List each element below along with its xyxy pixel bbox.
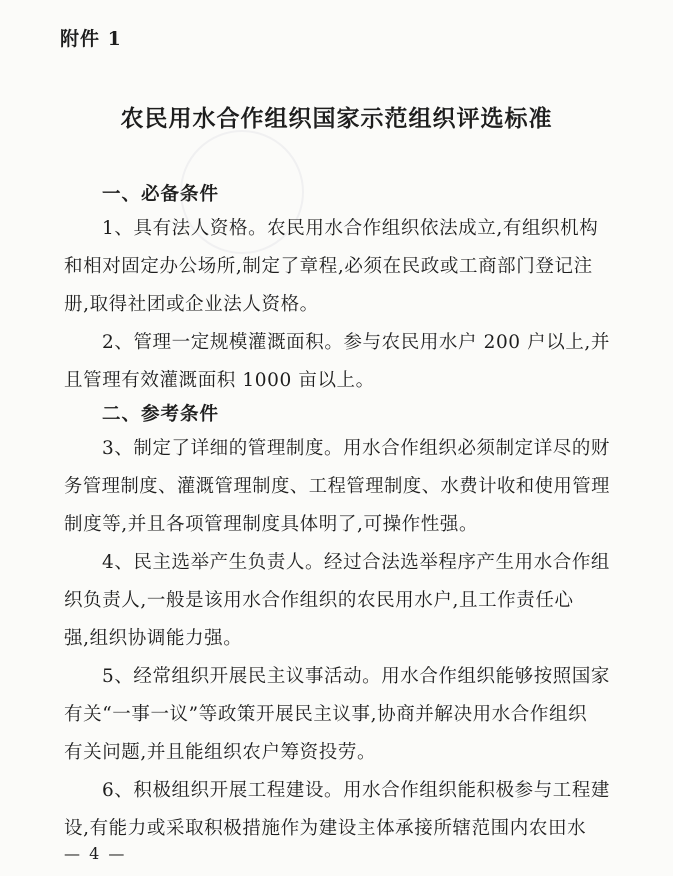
body-line	[0, 780, 673, 802]
body-line-text: 务管理制度、灌溉管理制度、工程管理制度、水费计收和使用管理	[64, 476, 610, 497]
body-line	[0, 218, 673, 240]
body-line	[0, 590, 673, 612]
body-line	[0, 552, 673, 574]
body-line-text: 织负责人,一般是该用水合作组织的农民用水户,且工作责任心	[64, 590, 574, 611]
body-line	[0, 332, 673, 354]
body-line-text: 有关问题,并且能组织农户筹资投劳。	[64, 742, 377, 763]
body-line	[0, 514, 673, 536]
body-line	[0, 256, 673, 278]
body-line	[0, 666, 673, 688]
section-heading-required: 一、必备条件	[102, 184, 220, 205]
body-line	[0, 294, 673, 316]
section-heading-reference: 二、参考条件	[102, 404, 220, 425]
body-line	[0, 818, 673, 840]
body-line-text: 2、管理一定规模灌溉面积。参与农民用水户 200 户以上,并	[102, 332, 610, 353]
body-line	[0, 438, 673, 460]
body-line-text: 且管理有效灌溉面积 1000 亩以上。	[64, 370, 375, 391]
body-line	[0, 370, 673, 392]
document-title: 农民用水合作组织国家示范组织评选标准	[120, 105, 553, 132]
body-line-text: 5、经常组织开展民主议事活动。用水合作组织能够按照国家	[102, 666, 610, 687]
body-line	[0, 704, 673, 726]
body-line-text: 和相对固定办公场所,制定了章程,必须在民政或工商部门登记注	[64, 256, 593, 277]
body-line-text: 6、积极组织开展工程建设。用水合作组织能积极参与工程建	[102, 780, 610, 801]
page-number: — 4 —	[64, 844, 127, 863]
body-line-text: 有关“一事一议”等政策开展民主议事,协商并解决用水合作组织	[64, 704, 588, 725]
body-line-text: 强,组织协调能力强。	[64, 628, 243, 649]
body-line-text: 设,有能力或采取积极措施作为建设主体承接所辖范围内农田水	[64, 818, 587, 839]
body-line-text: 1、具有法人资格。农民用水合作组织依法成立,有组织机构	[102, 218, 599, 239]
body-line-text: 册,取得社团或企业法人资格。	[64, 294, 319, 315]
body-line	[0, 476, 673, 498]
body-line	[0, 628, 673, 650]
attachment-label: 附件 1	[60, 28, 122, 50]
body-line-text: 制度等,并且各项管理制度具体明了,可操作性强。	[64, 514, 479, 535]
body-line-text: 3、制定了详细的管理制度。用水合作组织必须制定详尽的财	[102, 438, 610, 459]
body-line	[0, 742, 673, 764]
body-line-text: 4、民主选举产生负责人。经过合法选举程序产生用水合作组	[102, 552, 610, 573]
